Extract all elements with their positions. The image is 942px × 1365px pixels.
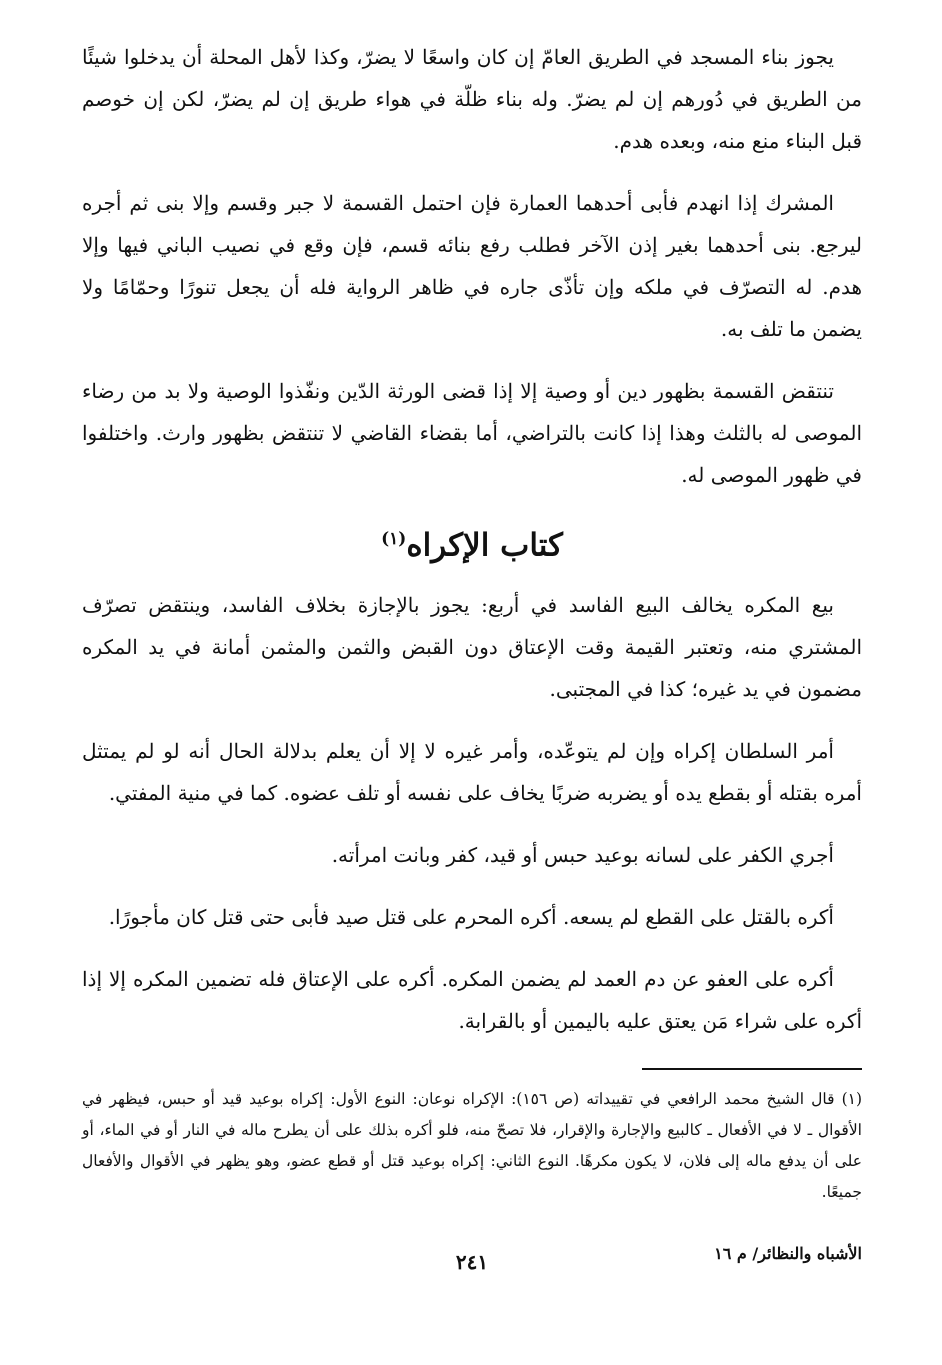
paragraph: أكره بالقتل على القطع لم يسعه. أكره المحرم على قتل صيد فأبى حتى قتل كان مأجورًا. [108,905,834,930]
book-page [82,36,862,1208]
running-title: الأشباه والنظائر/ م ١٦ [714,1244,862,1263]
paragraph: المشرك إذا انهدم فأبى أحدهما العمارة فإن احتمل القسمة لا جبر وقسم وإلا بنى ثم أجره ليرجع. بنى أحدهما بغير إذن الآخر فطلب رفع بنائه قسم، فإن وقع في نصيب الباني فيها وإلا هدم. له التصرّف في ملكه وإن تأذّى جاره في ظاهر الرواية فله أن يجعل تنورًا وحمّامًا ولا يضمن ما تلف به. [82,191,862,341]
paragraph: أجري الكفر على لسانه بوعيد حبس أو قيد، كفر وبانت امرأته. [331,843,834,868]
chapter-title: كتاب الإكراه [406,527,563,564]
paragraph: أمر السلطان إكراه وإن لم يتوعّده، وأمر غيره لا إلا أن يعلم بدلالة الحال أنه لو لم يمتثل أمره بقتله أو بقطع يده أو يضربه ضربًا يخاف على نفسه أو تلف عضوه. كما في منية المفتي. [82,739,862,806]
paragraph: تنتقض القسمة بظهور دين أو وصية إلا إذا قضى الورثة الدّين ونفّذوا الوصية ولا بد من رضاء الموصى له بالثلث وهذا إذا كانت بالتراضي، أما بقضاء القاضي لا تنتقض بظهور وارث. واختلفوا في ظهور الموصى له. [82,379,862,487]
chapter-heading [82,516,862,568]
footnote-divider [642,1068,862,1070]
page-number: ٢٤١ [455,1250,489,1274]
paragraph: بيع المكره يخالف البيع الفاسد في أربع: يجوز بالإجازة بخلاف الفاسد، وينتقض تصرّف المشتري منه، وتعتبر القيمة وقت الإعتاق دون القبض والثمن والمثمن أمانة في يد المكره مضمون في يد غيره؛ كذا في المجتبى. [82,593,862,702]
paragraph: أكره على العفو عن دم العمد لم يضمن المكره. أكره على الإعتاق فله تضمين المكره إلا إذا أكره على شراء مَن يعتق عليه باليمين أو بالقرابة. [82,967,862,1034]
footnote-marker: (١) [381,529,407,549]
paragraph: يجوز بناء المسجد في الطريق العامّ إن كان واسعًا لا يضرّ، وكذا لأهل المحلة أن يدخلوا شيئًا من الطريق في دُورهم إن لم يضرّ. وله بناء ظلّة في هواء طريق إن لم يضرّ، لكن إن خوصم قبل البناء منع منه، وبعده هدم. [82,45,862,153]
page-footer [82,1242,862,1282]
footnote: (١) قال الشيخ محمد الرافعي في تقييداته (ص ١٥٦): الإكراه نوعان: النوع الأول: إكراه بوعيد قيد أو حبس، فيظهر في الأقوال ـ لا في الأفعال ـ كالبيع والإجارة والإقرار، فلا تصحّ منه، فلو أكره بذلك على أن يطرح ماله في النار أو في الماء، أو على أن يدفع ماله إلى فلان، لا يكون مكرهًا. النوع الثاني: إكراه بوعيد قتل أو قطع عضو، وهو يظهر في الأقوال والأفعال جميعًا. [82,1090,863,1202]
